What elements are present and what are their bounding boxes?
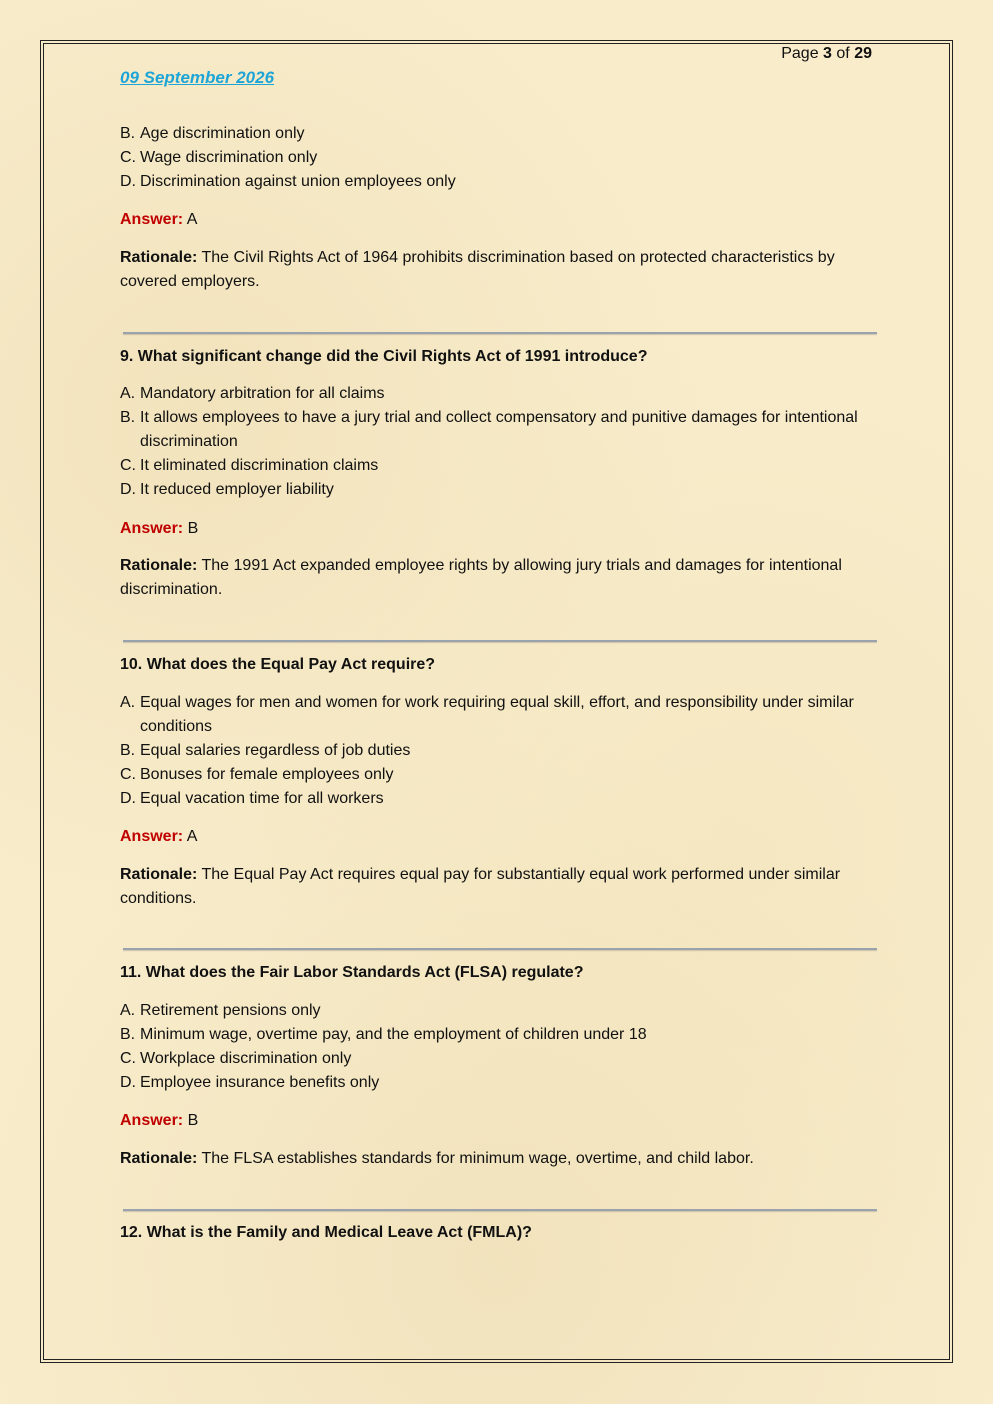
- page-current: 3: [823, 45, 832, 62]
- option-item: [120, 1047, 880, 1071]
- option-text: Bonuses for female employees only: [140, 766, 394, 783]
- page-of: of: [836, 45, 850, 62]
- q9-rationale: [120, 554, 880, 602]
- option-text: Equal wages for men and women for work requiring equal skill, effort, and responsibility under similar conditions: [140, 694, 854, 735]
- option-text: Retirement pensions only: [140, 1002, 321, 1019]
- option-text: It reduced employer liability: [140, 481, 334, 498]
- option-letter: C.: [120, 1050, 136, 1067]
- option-letter: B.: [120, 125, 136, 142]
- option-item: [120, 1071, 880, 1095]
- option-item: [120, 999, 880, 1023]
- option-item: [120, 787, 880, 811]
- option-item: [120, 170, 880, 194]
- page-total: 29: [854, 45, 872, 62]
- option-text: Employee insurance benefits only: [140, 1074, 380, 1091]
- option-letter: C.: [120, 149, 136, 166]
- answer-value: A: [186, 211, 198, 228]
- q8-options: [120, 122, 880, 194]
- option-letter: B.: [120, 1026, 136, 1043]
- page-number: [781, 44, 872, 64]
- option-letter: D.: [120, 1074, 136, 1091]
- answer-label: Answer:: [120, 211, 184, 228]
- q9-answer: [120, 517, 880, 541]
- option-item: [120, 763, 880, 787]
- rationale-text: The Civil Rights Act of 1964 prohibits discrimination based on protected characteristics by covered employers.: [120, 249, 835, 290]
- option-item: [120, 146, 880, 170]
- option-text: Mandatory arbitration for all claims: [140, 385, 385, 402]
- option-item: [120, 1023, 880, 1047]
- answer-value: A: [186, 828, 198, 845]
- option-letter: B.: [120, 409, 136, 426]
- q8-rationale: [120, 246, 880, 294]
- option-text: It allows employees to have a jury trial and collect compensatory and punitive damages for intentional discrimination: [140, 409, 858, 450]
- page-prefix: Page: [781, 45, 819, 62]
- option-text: Workplace discrimination only: [140, 1050, 352, 1067]
- section-divider: [123, 640, 877, 642]
- answer-label: Answer:: [120, 828, 184, 845]
- q11-answer: [120, 1109, 880, 1133]
- rationale-label: Rationale:: [120, 557, 198, 574]
- option-item: [120, 406, 880, 454]
- q10-question: 10. What does the Equal Pay Act require?: [120, 656, 436, 673]
- answer-label: Answer:: [120, 520, 184, 537]
- answer-value: B: [187, 1112, 199, 1129]
- option-item: [120, 739, 880, 763]
- option-text: Age discrimination only: [140, 125, 305, 142]
- q9-options: [120, 382, 880, 502]
- option-item: [120, 454, 880, 478]
- q9-question: 9. What significant change did the Civil Rights Act of 1991 introduce?: [120, 348, 648, 365]
- option-item: [120, 691, 880, 739]
- section-divider: [123, 332, 877, 334]
- option-text: It eliminated discrimination claims: [140, 457, 379, 474]
- document-date[interactable]: 09 September 2026: [120, 68, 275, 87]
- rationale-label: Rationale:: [120, 1150, 198, 1167]
- rationale-label: Rationale:: [120, 866, 198, 883]
- option-item: [120, 382, 880, 406]
- q12-question: 12. What is the Family and Medical Leave Act (FMLA)?: [120, 1224, 532, 1241]
- option-letter: D.: [120, 790, 136, 807]
- option-text: Discrimination against union employees only: [140, 173, 456, 190]
- option-letter: A.: [120, 385, 136, 402]
- option-item: [120, 122, 880, 146]
- option-text: Minimum wage, overtime pay, and the employment of children under 18: [140, 1026, 647, 1043]
- option-letter: B.: [120, 742, 136, 759]
- q8-answer: [120, 208, 880, 232]
- q10-options: [120, 691, 880, 811]
- q11-options: [120, 999, 880, 1095]
- option-letter: A.: [120, 1002, 136, 1019]
- rationale-label: Rationale:: [120, 249, 198, 266]
- section-divider: [123, 1209, 877, 1211]
- q11-rationale: [120, 1147, 880, 1171]
- rationale-text: The FLSA establishes standards for minimum wage, overtime, and child labor.: [201, 1150, 754, 1167]
- option-item: [120, 478, 880, 502]
- rationale-text: The Equal Pay Act requires equal pay for substantially equal work performed under similar conditions.: [120, 866, 841, 907]
- option-letter: C.: [120, 457, 136, 474]
- rationale-text: The 1991 Act expanded employee rights by allowing jury trials and damages for intentional discrimination.: [120, 557, 842, 598]
- section-divider: [123, 948, 877, 950]
- option-text: Equal salaries regardless of job duties: [140, 742, 411, 759]
- option-text: Equal vacation time for all workers: [140, 790, 384, 807]
- q10-rationale: [120, 863, 880, 911]
- option-letter: D.: [120, 481, 136, 498]
- option-text: Wage discrimination only: [140, 149, 318, 166]
- q10-answer: [120, 825, 880, 849]
- answer-value: B: [187, 520, 199, 537]
- option-letter: D.: [120, 173, 136, 190]
- q11-question: 11. What does the Fair Labor Standards Act (FLSA) regulate?: [120, 964, 584, 981]
- option-letter: A.: [120, 694, 136, 711]
- answer-label: Answer:: [120, 1112, 184, 1129]
- option-letter: C.: [120, 766, 136, 783]
